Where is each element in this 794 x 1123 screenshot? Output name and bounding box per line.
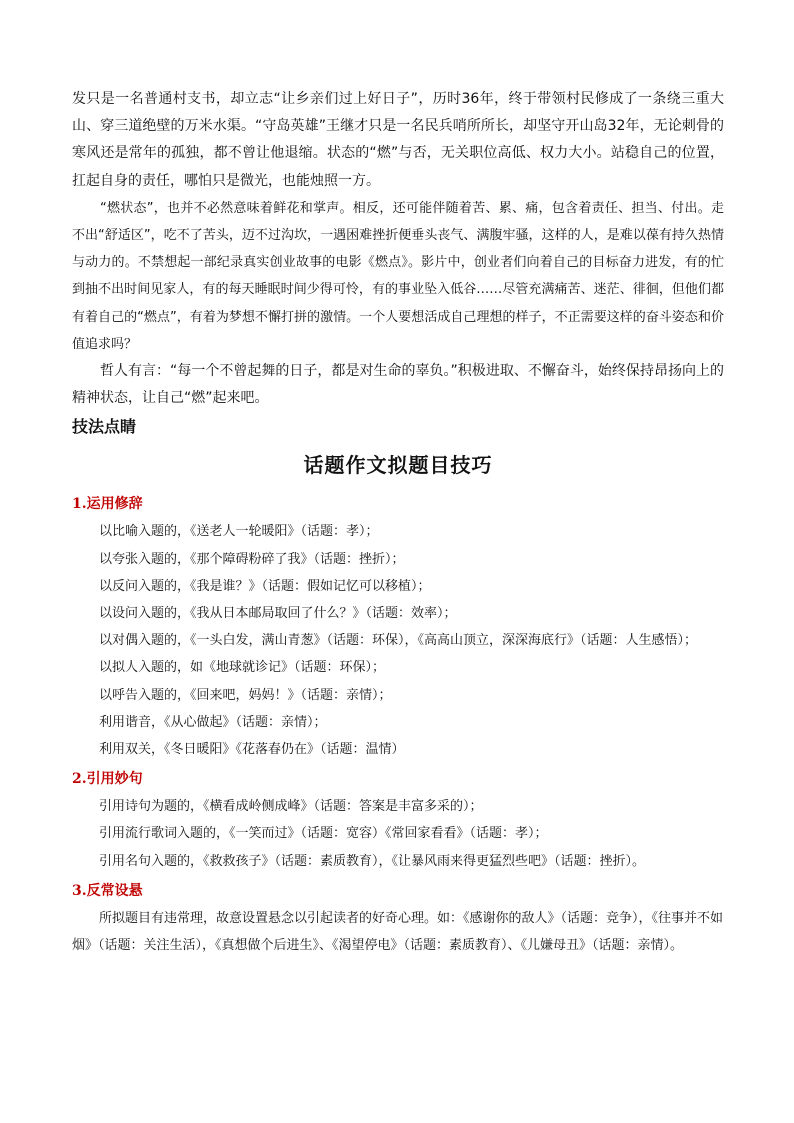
subsection-heading-suspense: 3.反常设悬 [72, 882, 143, 899]
list-item: 以拟人入题的，如《地球就诊记》（话题：环保）； [99, 660, 386, 676]
main-title: 话题作文拟题目技巧 [303, 453, 493, 478]
list-item: 以对偶入题的，《一头白发，满山青葱》（话题：环保），《高高山顶立，深深海底行》（话题：人生感悟）； [99, 633, 698, 649]
section-heading: 技法点睛 [72, 417, 137, 437]
list-item: 以夸张入题的，《那个障碍粉碎了我》（话题：挫折）； [99, 551, 405, 567]
list-item: 利用谐音，《从心做起》（话题：亲情）； [99, 714, 327, 730]
essay-paragraph-2: “燃状态”，也并不必然意味着鲜花和掌声。相反，还可能伴随着苦、累、痛，包含着责任、担当、付出。走不出“舒适区”，吃不了苦头，迈不过沟坎，一遇困难挫折便垂头丧气、满腹牢骚，这样的人，是难以葆有持久热情与动力的。不禁想起一部纪录真实创业故事的电影《燃点》。影片中，创业者们向着自己的目标奋力进发，有的忙到抽不出时间见家人，有的每天睡眠时间少得可怜，有的事业坠入低谷……尽管充满痛苦、迷茫、徘徊，但他们都有着自己的“燃点”，有着为梦想不懈打拼的激情。一个人要想活成自己理想的样子，不正需要这样的奋斗姿态和价值追求吗？ [72, 200, 724, 352]
list-item: 以呼告入题的，《回来吧，妈妈！》（话题：亲情）； [99, 687, 392, 703]
document-page [72, 86, 724, 959]
list-item: 以比喻入题的，《送老人一轮暖阳》（话题：孝）； [99, 524, 379, 540]
list-item: 以反问入题的，《我是谁？》（话题：假如记忆可以移植）； [99, 578, 431, 594]
list-item: 引用流行歌词入题的，《一笑而过》（话题：宽容）《常回家看看》（话题：孝）； [99, 826, 548, 842]
list-item: 引用诗句为题的，《横看成岭侧成峰》（话题：答案是丰富多采的）； [99, 799, 483, 815]
subsection-heading-quotes: 2.引用妙句 [72, 771, 143, 788]
essay-paragraph-3: 哲人有言：“每一个不曾起舞的日子，都是对生命的辜负。”积极进取、不懈奋斗，始终保持昂扬向上的精神状态，让自己“燃”起来吧。 [72, 363, 724, 407]
list-item: 以设问入题的，《我从日本邮局取回了什么？》（话题：效率）； [99, 606, 457, 622]
list-item: 利用双关，《冬日暖阳》《花落春仍在》（话题：温情） [99, 742, 405, 758]
list-item: 所拟题目有违常理，故意设置悬念以引起读者的好奇心理。如：《感谢你的敌人》（话题：竞争），《往事并不如烟》（话题：关注生活），《真想做个后进生》、《渴望停电》（话题：素质教育）、《儿嫌母丑》（话题：亲情）。 [72, 910, 724, 954]
list-item: 引用名句入题的，《救救孩子》（话题：素质教育），《让暴风雨来得更猛烈些吧》（话题：挫折）。 [99, 853, 646, 869]
essay-paragraph-1: 发只是一名普通村支书，却立志“让乡亲们过上好日子”，历时36年，终于带领村民修成了一条绕三重大山、穿三道绝壁的万米水渠。“守岛英雄”王继才只是一名民兵哨所所长，却坚守开山岛32年，无论刺骨的寒风还是常年的孤独，都不曾让他退缩。状态的“燃”与否，无关职位高低、权力大小。站稳自己的位置，扛起自身的责任，哪怕只是微光，也能烛照一方。 [72, 91, 724, 189]
subsection-heading-rhetoric: 1.运用修辞 [72, 496, 143, 513]
